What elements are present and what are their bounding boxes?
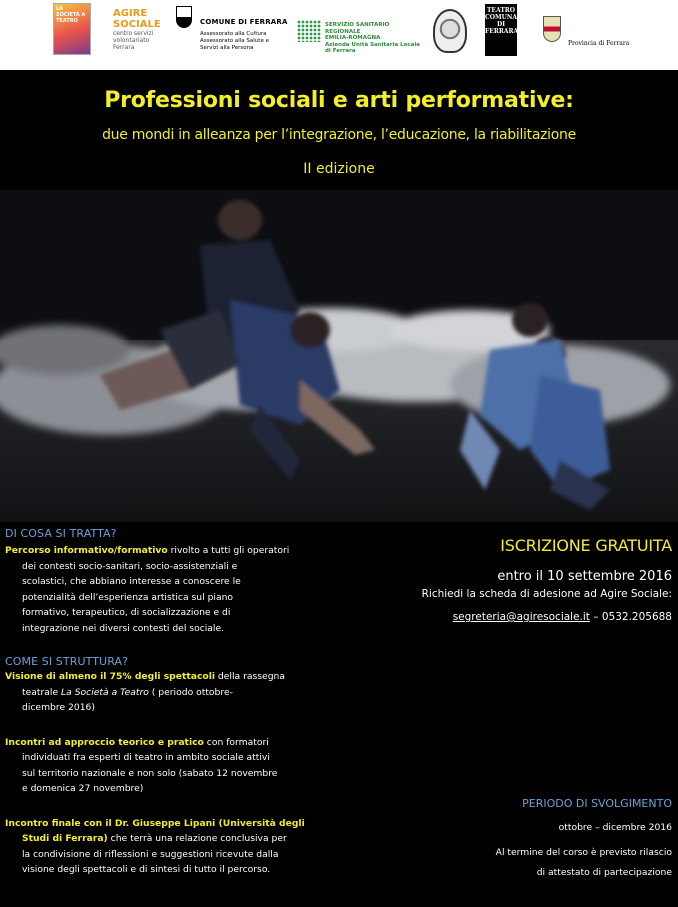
edition-label: II edizione [303,161,375,177]
structure-item-3 [5,816,345,878]
ssr-logo-text: SERVIZIO SANITARIO REGIONALE EMILIA-ROMAGNA Azienda Unità Sanitaria Locale di Ferrara [325,22,420,54]
what-line: integrazione nei diversi contesti del sociale. [22,622,225,634]
logo-strip [0,0,678,70]
email-link[interactable]: segreteria@agiresociale.it [452,611,590,623]
comune-logo-subtitle: Assessorato alla Cultura Assessorato alla Salute e Servizi alla Persona [200,31,269,51]
performers-photo-art [0,190,678,522]
period-dates: ottobre – dicembre 2016 [558,822,672,833]
item3-line2 [5,831,345,847]
seal-icon [433,9,467,53]
registration-title: ISCRIZIONE GRATUITA [500,536,672,555]
comune-logo-title: COMUNE DI FERRARA [200,18,288,26]
what-first-line-rest: rivolto a tutti gli operatori [167,545,290,556]
item1-line1 [5,669,345,685]
item2-line1 [5,735,345,751]
item1-highlight: Visione di almeno il 75% degli spettacoli [5,671,216,682]
performers-photo [0,190,678,522]
period-title: PERIODO DI SVOLGIMENTO [522,797,672,810]
ssr-dots-icon [297,20,321,42]
what-paragraph [5,543,345,636]
page-title: Professioni sociali e arti performative: [104,88,574,113]
item1-line2-pre: teatrale [22,686,62,698]
festival-name: La Società a Teatro [61,686,149,698]
teatro-logo-text: TEATRO COMUNALE DI FERRARA [485,7,526,35]
item3-line2-rest: che terrà una relazione conclusiva per [107,833,287,844]
item2-highlight: Incontri ad approccio teorico e pratico [5,736,204,748]
item1-line2 [5,685,345,701]
registration-deadline: entro il 10 settembre 2016 [497,569,672,584]
agire-logo-subtitle: centro servizi volontariato Ferrara [113,30,154,51]
what-line: potenzialità dell’esperienza artistica sul piano [22,591,234,603]
agire-sociale-logo [113,8,165,51]
structure-item-1 [5,669,345,716]
item2-rest: con formatori [203,736,269,748]
what-line: dei contesti socio-sanitari, socio-assistenziali e [22,560,238,572]
item2-line: individuati fra esperti di teatro in ambito sociale attivi [22,752,270,763]
what-highlight: Percorso informativo/formativo [5,545,168,556]
provincia-logo-text: Provincia di Ferrara [568,40,630,47]
structure-heading: COME SI STRUTTURA? [5,655,129,668]
what-line: formativo, terapeutico, di socializzazione e di [22,607,231,618]
agire-logo-title: AGIRE SOCIALE [113,8,161,30]
teatro-comunale-logo [485,4,526,56]
item3-line2-highlight: Studi di Ferrara) [22,833,108,844]
what-line: scolastici, che abbiano interesse a conoscere le [22,576,241,587]
what-first-line [5,543,345,559]
structure-item-2 [5,735,345,797]
info-left-column [5,527,345,878]
comune-crest-icon [176,6,192,28]
book-logo-text: LA SOCIETÀ A TEATRO [56,6,86,24]
item3-highlight: Incontro finale con il Dr. Giuseppe Lipani (Università degli [5,817,305,829]
item2-line: sul territorio nazionale e non solo (sabato 12 novembre [22,767,278,779]
registration-request: Richiedi la scheda di adesione ad Agire Sociale: [421,588,672,600]
certificate-note-line1: Al termine del corso è previsto rilascio [495,847,672,858]
provincia-crest-icon [543,16,561,42]
la-societa-a-teatro-logo [53,3,91,55]
item1-rest: della rassegna [215,671,285,682]
page-subtitle: due mondi in alleanza per l’integrazione, l’educazione, la riabilitazione [102,127,576,143]
item3-line: visione degli spettacoli e di sintesi di tutto il percorso. [22,864,271,875]
item3-line: la condivisione di riflessioni e suggestioni ricevute dalla [22,848,279,860]
registration-contact [453,611,672,623]
item1-line2-post: ( periodo ottobre- [148,686,233,698]
what-heading: DI COSA SI TRATTA? [5,527,117,540]
certificate-note-line2: di attestato di partecipazione [536,867,672,878]
phone-number: – 0532.205688 [589,611,672,623]
item1-line3: dicembre 2016) [22,702,95,713]
title-area [0,70,678,190]
item2-line: e domenica 27 novembre) [22,783,144,794]
